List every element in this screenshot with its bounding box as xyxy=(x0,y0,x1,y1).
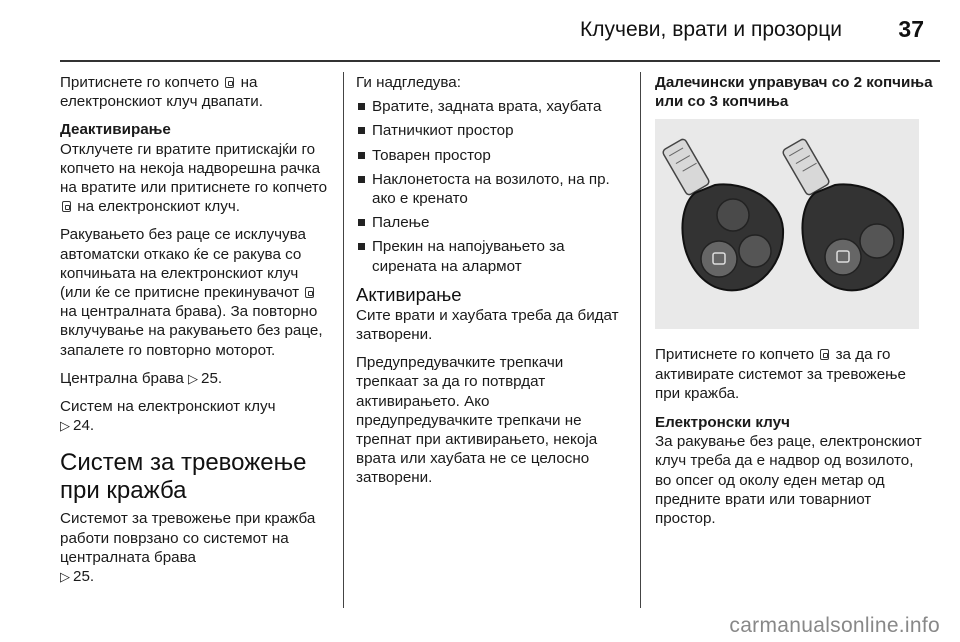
list-item: Прекин на напојувањето за сирената на алармот xyxy=(356,237,628,275)
paragraph: Системот за тревожење при кражба работи поврзано со системот на централната брава ▷ 25. xyxy=(60,510,316,586)
key-fob-right xyxy=(782,138,903,290)
key-fob-left xyxy=(662,138,783,290)
paragraph-central-lock: Централна брава ▷ 25. xyxy=(60,369,223,387)
lock-icon xyxy=(820,349,829,360)
paragraph-intro: Ги надгледува: xyxy=(356,74,461,91)
list-item: Вратите, задната врата, хаубата xyxy=(356,97,628,116)
column-divider xyxy=(343,72,344,608)
column-divider xyxy=(640,72,641,608)
page-title: Клучеви, врати и прозорци xyxy=(580,18,842,41)
list-item: Палење xyxy=(356,213,628,232)
section-heading-alarm: Систем за тревожење при кражба xyxy=(60,449,307,505)
paragraph: Отклучете ги вратите притискајќи го копчето на некоја надворешна рачка на вратите или притиснете го копчето на електронскиот клуч. xyxy=(60,140,328,216)
subheading-electronic-key: Електронски клуч xyxy=(655,414,790,432)
paragraph: Ракувањето без раце се исклучува автоматски откако ќе се ракува со копчињата на електронскиот клуч (или ќе се притисне прекинувачот на централната брава). За повторно вклучување на ракувањето без раце, запалете го повторно моторот. xyxy=(60,226,323,359)
watermark: carmanualsonline.info xyxy=(729,614,940,637)
key-fob-drawing xyxy=(655,119,919,329)
subheading-deactivation: Деактивирање xyxy=(60,121,171,139)
remote-keys-illustration xyxy=(655,119,919,329)
unlock-icon xyxy=(62,201,71,212)
paragraph-electronic-key: Систем на електронскиот клуч ▷ 24. xyxy=(60,398,276,435)
subheading-remote: Далечински управувач со 2 копчиња или со 3 копчиња xyxy=(655,74,933,111)
list-item: Товарен простор xyxy=(356,146,628,165)
monitored-list xyxy=(356,97,628,276)
list-item: Наклонетоста на возилото, на пр. ако е кренато xyxy=(356,170,628,208)
triangle-arrow-icon: ▷ xyxy=(60,569,70,585)
paragraph: Сите врати и хаубата треба да бидат затворени. xyxy=(356,306,619,344)
triangle-arrow-icon: ▷ xyxy=(188,370,199,386)
lock-icon xyxy=(305,287,314,298)
paragraph: Притиснете го копчето за да го активирате системот за тревожење при кражба. xyxy=(655,346,906,402)
header-rule xyxy=(60,60,940,62)
list-item: Патничкиот простор xyxy=(356,121,628,140)
paragraph: Предупредувачките трепкачи трепкаат за да го потврдат активирањето. Ако предупредувачките трепкачи не трепнат при активирањето, некоја врата или хаубата не се целосно затворени. xyxy=(356,354,598,487)
column-left xyxy=(60,73,332,595)
triangle-arrow-icon: ▷ xyxy=(60,418,70,434)
page-header xyxy=(0,0,960,62)
paragraph: За ракување без раце, електронскиот клуч треба да е надвор од возилото, во опсег од околу еден метар од предните врати или товарниот простор. xyxy=(655,433,922,528)
section-heading-activation: Активирање xyxy=(356,283,462,305)
column-middle xyxy=(356,73,628,497)
paragraph: Притиснете го копчето на електронскиот клуч двапати. xyxy=(60,74,263,111)
page-number: 37 xyxy=(898,16,924,42)
column-right xyxy=(655,73,933,537)
lock-icon xyxy=(225,77,234,88)
